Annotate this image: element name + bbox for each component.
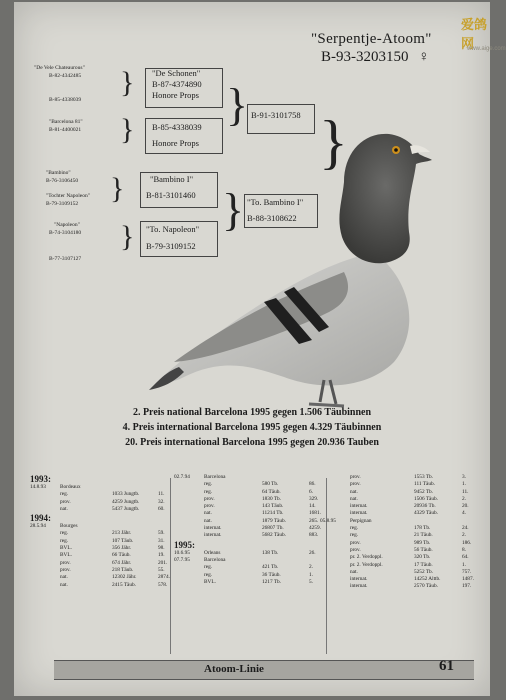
placing: 55. xyxy=(158,566,165,573)
year-heading: 1995: xyxy=(174,539,195,550)
placing: 1487. xyxy=(462,576,474,583)
race-date: 02.7.94 xyxy=(174,474,190,480)
placing: 11. xyxy=(158,491,165,498)
ggp6-ring: B-74-3104180 xyxy=(49,230,82,236)
table-row xyxy=(320,583,480,590)
placing: 26. xyxy=(309,549,316,556)
race-date: 28.5.94 xyxy=(30,523,46,530)
ggp1-name: "De Vele Chateaurous" xyxy=(34,65,85,71)
placing: 2874. xyxy=(158,574,170,581)
race-name: reg. xyxy=(350,525,359,532)
field-size: 320 Tb. xyxy=(414,554,431,561)
brace: } xyxy=(319,109,348,175)
placing: 1. xyxy=(309,571,313,578)
placing: 1. xyxy=(462,561,466,568)
race-name: nat. xyxy=(60,574,68,581)
race-name: prov. xyxy=(60,498,71,505)
race-name: Bourges xyxy=(60,523,78,530)
field-size: 111 Täub. xyxy=(414,481,435,488)
brace: } xyxy=(120,113,135,146)
race-name: nat. xyxy=(350,495,358,502)
race-name: internat. xyxy=(350,576,368,583)
race-name: nat. xyxy=(204,517,212,524)
table-row xyxy=(174,481,322,488)
table-row xyxy=(320,510,480,517)
table-row xyxy=(30,484,170,491)
table-row xyxy=(320,569,480,576)
p1-ring: B-91-3101758 xyxy=(251,110,301,120)
gp1-note: Honore Props xyxy=(152,90,199,100)
race-date: 10.6.95 xyxy=(174,549,190,556)
placing: 197. xyxy=(462,583,472,590)
field-size: 138 Tb. xyxy=(262,549,279,556)
placing: 60. xyxy=(158,505,165,512)
footer-bar xyxy=(54,660,474,680)
race-date: 14.8.93 xyxy=(30,484,46,490)
race-name: BVL. xyxy=(204,578,216,585)
ggp5-name: "Tochter Napoleon" xyxy=(46,193,90,199)
placing: 64. xyxy=(462,554,469,561)
field-size: 66 Täub. xyxy=(112,552,131,559)
field-size: 1553 Tb. xyxy=(414,474,434,480)
table-row xyxy=(320,562,480,569)
race-name: prov. xyxy=(350,474,361,480)
race-name: nat. xyxy=(60,581,68,588)
results-column-2 xyxy=(174,474,322,586)
field-size: 12302 Jähr. xyxy=(112,574,137,581)
table-row xyxy=(174,557,322,564)
placing: 2. xyxy=(462,532,466,539)
table-row xyxy=(30,499,170,506)
table-row xyxy=(30,538,170,545)
table-row xyxy=(174,489,322,496)
race-name: prov. xyxy=(350,481,361,488)
table-row xyxy=(174,496,322,503)
result-line-2: 4. Preis international Barcelona 1995 gegen 4.329 Täubinnen xyxy=(122,422,382,433)
race-name: Barcelona xyxy=(204,474,226,480)
ggp2-ring: B-85-4338039 xyxy=(49,97,82,103)
field-size: 5437 Jungtb. xyxy=(112,505,140,512)
ggp3-name: "Barcelona 81" xyxy=(49,119,83,125)
table-row xyxy=(174,474,322,481)
table-row xyxy=(174,564,322,571)
table-row xyxy=(174,510,322,517)
race-name: Barcelona xyxy=(204,556,226,563)
field-size: 213 Jähr. xyxy=(112,530,132,537)
table-row xyxy=(320,496,480,503)
table-row xyxy=(174,525,322,532)
placing: 8. xyxy=(462,546,466,553)
field-size: 1879 Täub. xyxy=(262,517,287,524)
footer-label: Atoom-Linie xyxy=(204,663,264,675)
p2-ring: B-88-3108622 xyxy=(247,213,297,223)
page-number: 61 xyxy=(439,658,454,674)
placing: 201. xyxy=(158,559,168,566)
ring-number: B-93-3203150 xyxy=(321,49,409,65)
placing: 186. xyxy=(462,539,472,546)
field-size: 674 Jähr. xyxy=(112,559,132,566)
race-name: nat. xyxy=(350,488,358,495)
gp3-name: "Bambino I" xyxy=(150,174,194,184)
table-row xyxy=(174,518,322,525)
placing: 1. xyxy=(462,481,466,488)
ggp5-ring: B-79-3109152 xyxy=(46,201,79,207)
race-name: prov. xyxy=(350,546,361,553)
placing: 2. xyxy=(462,495,466,502)
field-size: 20936 Tb. xyxy=(414,503,436,510)
field-size: 5252 Tb. xyxy=(414,568,434,575)
ggp1-ring: B-82-4342485 xyxy=(49,73,82,79)
field-size: 64 Täub. xyxy=(262,488,281,495)
placing: 1681. xyxy=(309,510,321,517)
table-row xyxy=(320,489,480,496)
field-size: 4259 Jungtb. xyxy=(112,498,140,505)
table-row xyxy=(30,523,170,530)
gp4-name: "To. Napoleon" xyxy=(146,224,200,234)
table-row xyxy=(30,574,170,581)
results-column-3 xyxy=(320,474,480,591)
race-name: internat. xyxy=(350,503,368,510)
placing: 4. xyxy=(462,510,466,517)
race-name: reg. xyxy=(204,481,213,488)
race-name: prov. xyxy=(350,539,361,546)
table-row xyxy=(320,518,480,525)
ggp6-name: "Napoleon" xyxy=(54,222,80,228)
race-name: reg. xyxy=(60,530,69,537)
table-row xyxy=(30,545,170,552)
table-row xyxy=(174,550,322,557)
ggp7-ring: B-77-3107127 xyxy=(49,256,82,262)
race-name: Orleans xyxy=(204,549,221,556)
field-size: 4329 Täub. xyxy=(414,510,439,517)
race-name: nat. xyxy=(204,510,212,517)
field-size: 9452 Tb. xyxy=(414,488,434,495)
ggp3-ring: B-81-4400021 xyxy=(49,127,82,133)
placing: 883. xyxy=(309,532,319,539)
race-name: nat. xyxy=(60,505,68,512)
table-row xyxy=(320,554,480,561)
table-row xyxy=(320,540,480,547)
race-name: prov. xyxy=(60,566,71,573)
placing: 86. xyxy=(309,481,316,488)
race-name: internat. xyxy=(350,510,368,517)
table-row xyxy=(320,547,480,554)
brace: } xyxy=(226,79,249,130)
table-row xyxy=(174,572,322,579)
placing: 98. xyxy=(158,545,165,552)
table-row xyxy=(174,579,322,586)
race-name: BVL. xyxy=(60,552,72,559)
race-name: BVL. xyxy=(60,545,72,552)
results-column-1 xyxy=(30,474,170,589)
placing: 757. xyxy=(462,568,472,575)
race-date: 05.8.95 xyxy=(320,517,336,524)
race-name: reg. xyxy=(60,537,69,544)
table-row xyxy=(30,560,170,567)
field-size: 21 Täub. xyxy=(414,532,433,539)
field-size: 14252 Alttb. xyxy=(414,576,441,583)
placing: 31. xyxy=(158,537,165,544)
race-name: Bordeaux xyxy=(60,484,81,490)
table-row xyxy=(320,576,480,583)
book-page xyxy=(14,2,506,696)
gp2-note: Honore Props xyxy=(152,138,199,148)
race-name: internat. xyxy=(204,532,222,539)
placing: 20. xyxy=(462,503,469,510)
race-name: internat. xyxy=(350,583,368,590)
table-row xyxy=(30,530,170,537)
table-row xyxy=(320,525,480,532)
table-row xyxy=(30,506,170,513)
race-name: prov. xyxy=(204,503,215,510)
pigeon-name: "Serpentje-Atoom" xyxy=(311,31,432,47)
race-name: reg. xyxy=(204,571,213,578)
watermark-logo: 爱鸽网 xyxy=(461,17,488,51)
field-size: 178 Tb. xyxy=(414,525,431,532)
year-heading: 1994: xyxy=(30,513,51,524)
gp1-name: "De Schonen" xyxy=(152,68,201,78)
placing: 578. xyxy=(158,581,168,588)
field-size: 1033 Jungtb. xyxy=(112,491,140,498)
result-line-1: 2. Preis national Barcelona 1995 gegen 1.506 Täubinnen xyxy=(132,407,372,418)
brace: } xyxy=(110,172,125,205)
table-row xyxy=(320,503,480,510)
field-size: 989 Tb. xyxy=(414,539,431,546)
ggp4-name: "Bambino" xyxy=(46,170,71,176)
field-size: 5682 Täub. xyxy=(262,532,287,539)
race-date: 07.7.95 xyxy=(174,556,190,563)
year-heading: 1993: xyxy=(30,474,51,484)
field-size: 107 Täub. xyxy=(112,537,134,544)
field-size: 143 Täub. xyxy=(262,503,284,510)
race-name: pr. 2. Verdoppl. xyxy=(350,561,383,568)
table-row xyxy=(320,532,480,539)
table-row xyxy=(174,532,322,539)
placing: 265. xyxy=(309,517,319,524)
placing: 19. xyxy=(158,552,165,559)
field-size: 356 Jähr. xyxy=(112,545,132,552)
gp2-ring: B-85-4338039 xyxy=(152,122,202,132)
placing: 32. xyxy=(158,498,165,505)
placing: 24. xyxy=(462,525,469,532)
placing: 6. xyxy=(309,488,313,495)
brace: } xyxy=(222,184,245,235)
field-size: 11214 Tb. xyxy=(262,510,284,517)
field-size: 2415 Täub. xyxy=(112,581,137,588)
field-size: 26807 Tb. xyxy=(262,525,284,532)
race-name: reg. xyxy=(204,564,213,571)
race-name: nat. xyxy=(350,568,358,575)
column-divider xyxy=(170,478,171,654)
table-row xyxy=(30,552,170,559)
field-size: 1506 Täub. xyxy=(414,495,439,502)
female-symbol: ♀ xyxy=(418,49,430,65)
placing: 3. xyxy=(462,474,466,480)
result-line-3: 20. Preis international Barcelona 1995 gegen 20.936 Tauben xyxy=(125,437,379,448)
pigeon-photo xyxy=(144,122,444,412)
race-name: reg. xyxy=(204,488,213,495)
placing: 2. xyxy=(309,564,313,571)
placing: 329. xyxy=(309,495,319,502)
table-row xyxy=(30,491,170,498)
field-size: 2570 Täub. xyxy=(414,583,439,590)
table-row xyxy=(174,503,322,510)
placing: 4259. xyxy=(309,525,321,532)
placing: 5. xyxy=(309,578,313,585)
field-size: 218 Täub. xyxy=(112,566,134,573)
field-size: 580 Tb. xyxy=(262,481,279,488)
gp3-ring: B-81-3101460 xyxy=(146,190,196,200)
field-size: 421 Tb. xyxy=(262,564,279,571)
race-name: reg. xyxy=(60,491,69,498)
table-row xyxy=(30,582,170,589)
brace: } xyxy=(120,66,135,99)
ggp4-ring: B-76-3106450 xyxy=(46,178,79,184)
table-row xyxy=(30,567,170,574)
field-size: 56 Täub. xyxy=(414,546,433,553)
race-name: prov. xyxy=(60,559,71,566)
gp1-ring: B-87-4374890 xyxy=(152,79,202,89)
watermark-url: www.aige.com xyxy=(467,46,506,52)
table-row xyxy=(320,481,480,488)
race-name: Perpignan xyxy=(350,517,372,524)
field-size: 1830 Tb. xyxy=(262,495,282,502)
field-size: 36 Täub. xyxy=(262,571,281,578)
table-row xyxy=(320,474,480,481)
placing: 11. xyxy=(462,488,469,495)
pigeon-ring xyxy=(321,49,430,66)
race-name: internat. xyxy=(204,525,222,532)
race-name: prov. xyxy=(204,495,215,502)
placing: 59. xyxy=(158,530,165,537)
placing: 14. xyxy=(309,503,316,510)
gp4-ring: B-79-3109152 xyxy=(146,241,196,251)
p2-name: "To. Bambino I" xyxy=(247,197,304,207)
field-size: 1217 Tb. xyxy=(262,578,282,585)
field-size: 17 Täub. xyxy=(414,561,433,568)
race-name: pr. 2. Verdoppl. xyxy=(350,554,383,561)
brace: } xyxy=(120,220,135,253)
race-name: reg. xyxy=(350,532,359,539)
